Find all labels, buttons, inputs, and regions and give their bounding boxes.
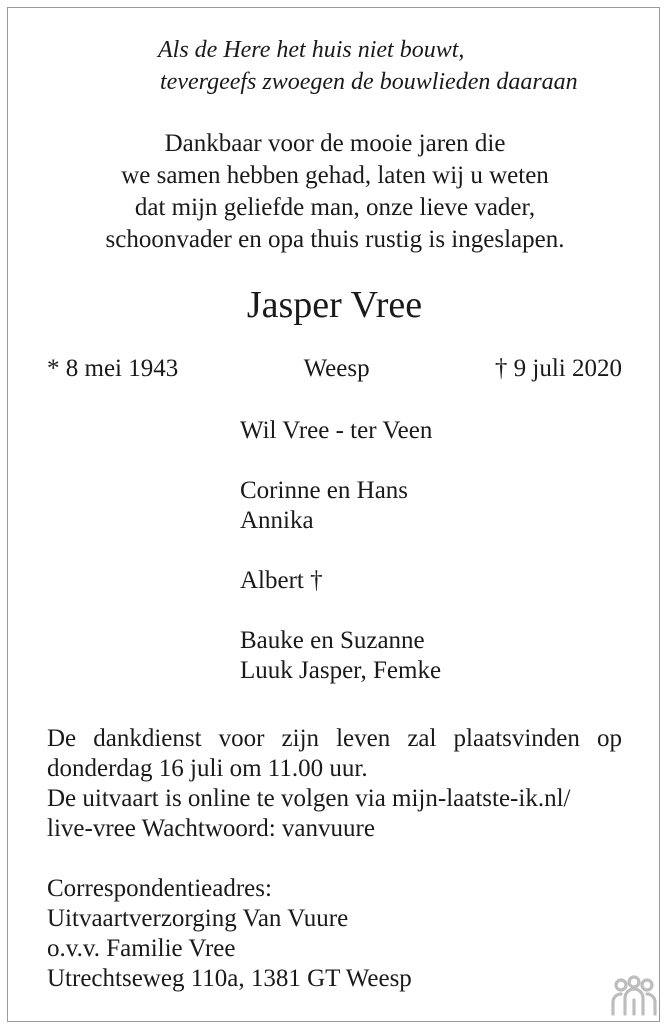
place: Weesp <box>303 355 370 382</box>
intro-line: schoonvader en opa thuis rustig is ingeslapen. <box>105 226 565 253</box>
deceased-name: Jasper Vree <box>246 284 423 326</box>
family-member: Luuk Jasper, Femke <box>240 657 442 684</box>
service-info <box>47 724 622 844</box>
bible-verse <box>158 34 578 98</box>
family-group <box>240 476 441 536</box>
verse-line-2: tevergeefs zwoegen de bouwlieden daaraan <box>160 69 578 95</box>
service-line: De uitvaart is online te volgen via mijn-laatste-ik.nl/ <box>47 785 571 812</box>
service-line: live-vree Wachtwoord: vanvuure <box>47 815 375 842</box>
family-group <box>240 416 441 446</box>
address-line: o.v.v. Familie Vree <box>47 935 236 962</box>
birth-date: * 8 mei 1943 <box>47 355 179 382</box>
life-dates <box>47 353 622 385</box>
verse-line-1: Als de Here het huis niet bouwt, <box>158 37 465 63</box>
intro-line: Dankbaar voor de mooie jaren die <box>164 130 506 157</box>
intro-line: we samen hebben gehad, laten wij u weten <box>121 162 549 189</box>
address-line: Correspondentieadres: <box>47 875 272 902</box>
intro-line: dat mijn geliefde man, onze lieve vader, <box>134 194 536 221</box>
family-member: Albert † <box>240 567 323 594</box>
death-date: † 9 juli 2020 <box>494 355 622 382</box>
family-list <box>240 416 441 686</box>
family-member: Bauke en Suzanne <box>240 627 425 654</box>
address-line: Utrechtseweg 110a, 1381 GT Weesp <box>47 965 412 992</box>
address-line: Uitvaartverzorging Van Vuure <box>47 905 349 932</box>
people-group-icon <box>609 974 659 1018</box>
service-line: De dankdienst voor zijn leven zal plaatsvinden op <box>47 725 622 752</box>
family-member: Wil Vree - ter Veen <box>240 417 433 444</box>
family-group <box>240 566 441 596</box>
correspondence-address <box>47 874 412 994</box>
service-line: donderdag 16 juli om 11.00 uur. <box>47 755 368 782</box>
family-member: Annika <box>240 507 314 534</box>
intro-text <box>40 128 630 256</box>
family-member: Corinne en Hans <box>240 477 409 504</box>
family-group <box>240 626 441 686</box>
